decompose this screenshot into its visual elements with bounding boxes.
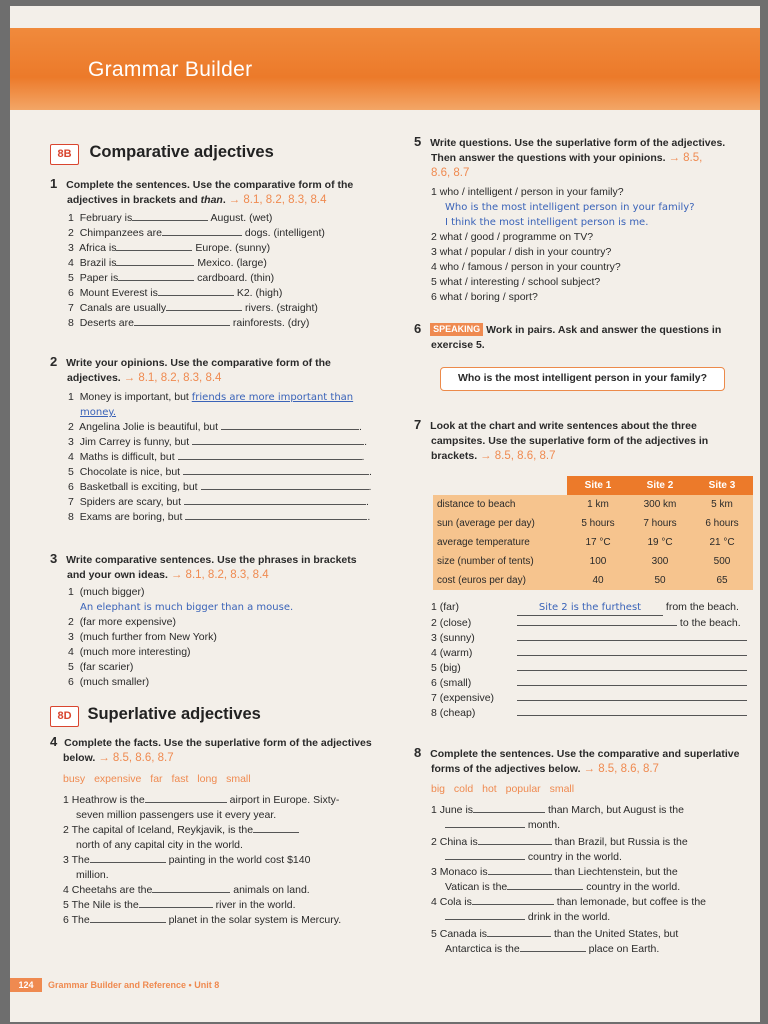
list-item: 4 Brazil is Mexico. (large) [68, 257, 267, 269]
ex4-word-bank: busy expensive far fast long small [63, 773, 251, 785]
list-item: 6 (small) [431, 676, 751, 691]
answer-gap[interactable] [90, 853, 166, 863]
list-item [80, 600, 293, 615]
list-item: 3 (much further from New York) [68, 631, 217, 643]
answer-gap[interactable] [517, 691, 747, 701]
list-item: million. [76, 869, 109, 881]
list-item: 1 who / intelligent / person in your family? [431, 186, 624, 198]
list-item: 5 what / interesting / school subject? [431, 276, 601, 288]
ex1-than: than [200, 194, 223, 206]
list-item: 2 (close) to the beach. [431, 617, 741, 629]
list-item: 4 (warm) [431, 646, 751, 661]
table-row: cost (euros per day) 40 50 65 [433, 571, 753, 590]
table-row: sun (average per day) 5 hours 7 hours 6 hours [433, 514, 753, 533]
answer-gap[interactable] [134, 316, 230, 326]
list-item: 2 The capital of Iceland, Reykjavik, is the [63, 823, 341, 838]
ex3-ref: → 8.1, 8.2, 8.3, 8.4 [170, 569, 269, 581]
list-item: 2 (far more expensive) [68, 616, 176, 628]
answer-gap[interactable] [445, 850, 525, 860]
answer-gap[interactable] [253, 823, 299, 833]
answer-gap[interactable] [445, 818, 525, 828]
list-item: 8 Exams are boring, but . [68, 511, 371, 523]
ex1-instructions [50, 176, 353, 208]
list-item: Antarctica is the place on Earth. [445, 943, 660, 955]
list-item: drink in the world. [445, 910, 706, 925]
ex7-instructions: 7 Look at the chart and write sentences about the three campsites. Use the superlative form of the adjectives in brackets. → 8.5, 8.6, 8.7 [414, 417, 709, 462]
ex1-ref: → 8.1, 8.2, 8.3, 8.4 [228, 194, 327, 206]
section-8d-title: Superlative adjectives [87, 705, 261, 723]
ex3-items [68, 585, 293, 690]
section-8b-code: 8B [50, 144, 79, 165]
list-item: 3 Monaco is than Liechtenstein, but the [431, 866, 678, 878]
answer-gap[interactable] [520, 942, 586, 952]
table-header-row [433, 476, 753, 495]
answer-gap[interactable] [488, 865, 552, 875]
ex1-number: 1 [50, 176, 58, 191]
footer-text: Grammar Builder and Reference • Unit 8 [48, 980, 220, 990]
ex8-word-bank: big cold hot popular small [431, 783, 575, 795]
list-item: 2 Chimpanzees are dogs. (intelligent) [68, 227, 325, 239]
ex4-ref: → 8.5, 8.6, 8.7 [98, 752, 174, 764]
answer-gap[interactable] [517, 631, 747, 641]
answer-gap[interactable] [139, 898, 213, 908]
answer-gap[interactable] [166, 301, 242, 311]
ex7-items [431, 600, 751, 721]
table-row: size (number of tents) 100 300 500 [433, 552, 753, 571]
answer-gap[interactable] [507, 880, 583, 890]
list-item: 6 Mount Everest is K2. (high) [68, 287, 283, 299]
ex8-ref: → 8.5, 8.6, 8.7 [583, 763, 659, 775]
handwritten-answer: An elephant is much bigger than a mouse. [80, 602, 294, 613]
answer-gap[interactable] [116, 256, 194, 266]
list-item: 5 (far scarier) [68, 661, 134, 673]
answer-gap[interactable] [472, 895, 554, 905]
ex8-items [431, 803, 706, 957]
header-banner [10, 28, 760, 110]
textbook-page [10, 6, 760, 1022]
handwritten-answer: I think the most intelligent person is me. [445, 217, 649, 228]
answer-gap[interactable] [132, 211, 208, 221]
ex5-items [431, 185, 695, 305]
answer-gap[interactable] [116, 241, 192, 251]
list-item: 1 (much bigger) [68, 586, 145, 598]
answer-gap[interactable] [517, 616, 677, 626]
section-8d-heading [50, 705, 261, 727]
handwritten-answer: friends are more important than [191, 392, 354, 403]
ex5-instructions: 5 Write questions. Use the superlative form of the adjectives. Then answer the questions with your opinions. → 8.5, 8.6, 8.7 [414, 134, 726, 179]
answer-gap[interactable] [145, 793, 227, 803]
answer-gap[interactable] [201, 480, 369, 490]
section-8b-title: Comparative adjectives [89, 143, 274, 161]
list-item: 1 June is than March, but August is the [431, 804, 684, 816]
ex2-ref: → 8.1, 8.2, 8.3, 8.4 [123, 372, 222, 384]
table-header: Site 2 [629, 476, 691, 495]
answer-gap[interactable] [221, 420, 359, 430]
list-item: country in the world. [445, 850, 706, 865]
list-item: 4 who / famous / person in your country? [431, 261, 621, 273]
campsite-table [433, 476, 753, 590]
list-item: 7 Canals are usually rivers. (straight) [68, 302, 318, 314]
section-8d-code: 8D [50, 706, 79, 727]
answer-gap[interactable] [445, 910, 525, 920]
table-row: distance to beach 1 km 300 km 5 km [433, 495, 753, 514]
list-item: 3 The painting in the world cost $140 [63, 854, 311, 866]
table-row: average temperature 17 °C 19 °C 21 °C [433, 533, 753, 552]
list-item: 3 Africa is Europe. (sunny) [68, 242, 271, 254]
answer-gap[interactable] [162, 226, 242, 236]
answer-gap[interactable] [478, 835, 552, 845]
ex6-instructions: 6 SPEAKING Work in pairs. Ask and answer the questions in exercise 5. [414, 321, 722, 351]
list-item [80, 405, 372, 420]
answer-gap[interactable] [487, 927, 551, 937]
answer-gap[interactable] [185, 510, 367, 520]
answer-gap[interactable] [183, 465, 369, 475]
list-item: 7 (expensive) [431, 691, 751, 706]
list-item: 3 (sunny) [431, 631, 751, 646]
list-item: 6 (much smaller) [68, 676, 150, 688]
list-item: 4 (much more interesting) [68, 646, 191, 658]
ex1-items [68, 211, 325, 331]
list-item: 5 (big) [431, 661, 751, 676]
speaking-tag: SPEAKING [430, 323, 483, 336]
list-item: 1 Heathrow is the airport in Europe. Sixty- [63, 794, 340, 806]
list-item: 7 Spiders are scary, but . [68, 496, 369, 508]
ex3-instructions: 3 Write comparative sentences. Use the phrases in brackets and your own ideas. → 8.1, 8.2, 8.3, 8.4 [50, 551, 357, 581]
ex1-line2-end: . [222, 194, 226, 206]
ex1-line2: adjectives in brackets and [67, 194, 201, 206]
page-title: Grammar Builder [88, 58, 253, 81]
answer-gap[interactable] [152, 883, 230, 893]
answer-gap[interactable] [517, 661, 747, 671]
list-item: 8 (cheap) [431, 706, 751, 721]
list-item: 6 what / boring / sport? [431, 291, 538, 303]
list-item: 3 what / popular / dish in your country? [431, 246, 612, 258]
list-item: 6 The planet in the solar system is Mercury. [63, 914, 342, 926]
ex2-instructions: 2 Write your opinions. Use the comparative form of the adjectives. → 8.1, 8.2, 8.3, 8.4 [50, 354, 331, 384]
answer-gap[interactable] [184, 495, 366, 505]
list-item: 2 Angelina Jolie is beautiful, but . [68, 421, 362, 433]
table-header: Site 3 [691, 476, 753, 495]
page-footer [10, 978, 219, 992]
list-item: 4 Maths is difficult, but . [68, 451, 365, 463]
list-item: seven million passengers use it every year. [76, 809, 277, 821]
list-item: 5 Canada is than the United States, but [431, 928, 679, 940]
answer-gap[interactable] [517, 706, 747, 716]
list-item: 1 (far) Site 2 is the furthest from the beach. [431, 600, 751, 616]
list-item: 1 February is August. (wet) [68, 212, 273, 224]
ex7-ref: → 8.5, 8.6, 8.7 [480, 450, 556, 462]
answer-gap[interactable] [192, 435, 364, 445]
list-item: 1 Money is important, but friends are more important than [68, 391, 354, 403]
answer-gap[interactable] [517, 676, 747, 686]
ex2-items [68, 390, 372, 525]
handwritten-answer: Who is the most intelligent person in your family? [445, 202, 695, 213]
answer-gap[interactable] [178, 450, 362, 460]
speech-prompt-box: Who is the most intelligent person in your family? [440, 367, 725, 391]
list-item: 4 Cheetahs are the animals on land. [63, 884, 310, 896]
answer-gap[interactable] [158, 286, 234, 296]
list-item: 6 Basketball is exciting, but . [68, 481, 372, 493]
answer-gap[interactable] [517, 646, 747, 656]
ex1-line1: Complete the sentences. Use the comparative form of the [66, 179, 354, 191]
list-item: 4 Cola is than lemonade, but coffee is the [431, 896, 707, 908]
list-item: 5 Paper is cardboard. (thin) [68, 272, 275, 284]
handwritten-answer: Site 2 is the furthest [517, 600, 663, 616]
list-item: Vatican is the country in the world. [445, 881, 681, 893]
list-item: 8 Deserts are rainforests. (dry) [68, 317, 310, 329]
page-number: 124 [10, 978, 42, 992]
answer-gap[interactable] [473, 803, 545, 813]
ex4-items [63, 793, 341, 928]
list-item: 3 Jim Carrey is funny, but . [68, 436, 368, 448]
list-item: 2 China is than Brazil, but Russia is the [431, 836, 688, 848]
list-item: 5 Chocolate is nice, but . [68, 466, 372, 478]
answer-gap[interactable] [90, 913, 166, 923]
table-header: Site 1 [567, 476, 629, 495]
section-8b-heading [50, 143, 274, 165]
list-item: north of any capital city in the world. [76, 839, 243, 851]
list-item: 2 what / good / programme on TV? [431, 231, 594, 243]
list-item: 5 The Nile is the river in the world. [63, 899, 296, 911]
ex4-instructions: 4 Complete the facts. Use the superlative form of the adjectives below. → 8.5, 8.6, 8.7 [50, 734, 372, 764]
answer-gap[interactable] [118, 271, 194, 281]
list-item: month. [445, 818, 706, 833]
handwritten-answer: money. [80, 407, 117, 418]
ex8-instructions: 8 Complete the sentences. Use the comparative and superlative forms of the adjectives below. → 8.5, 8.6, 8.7 [414, 745, 740, 775]
